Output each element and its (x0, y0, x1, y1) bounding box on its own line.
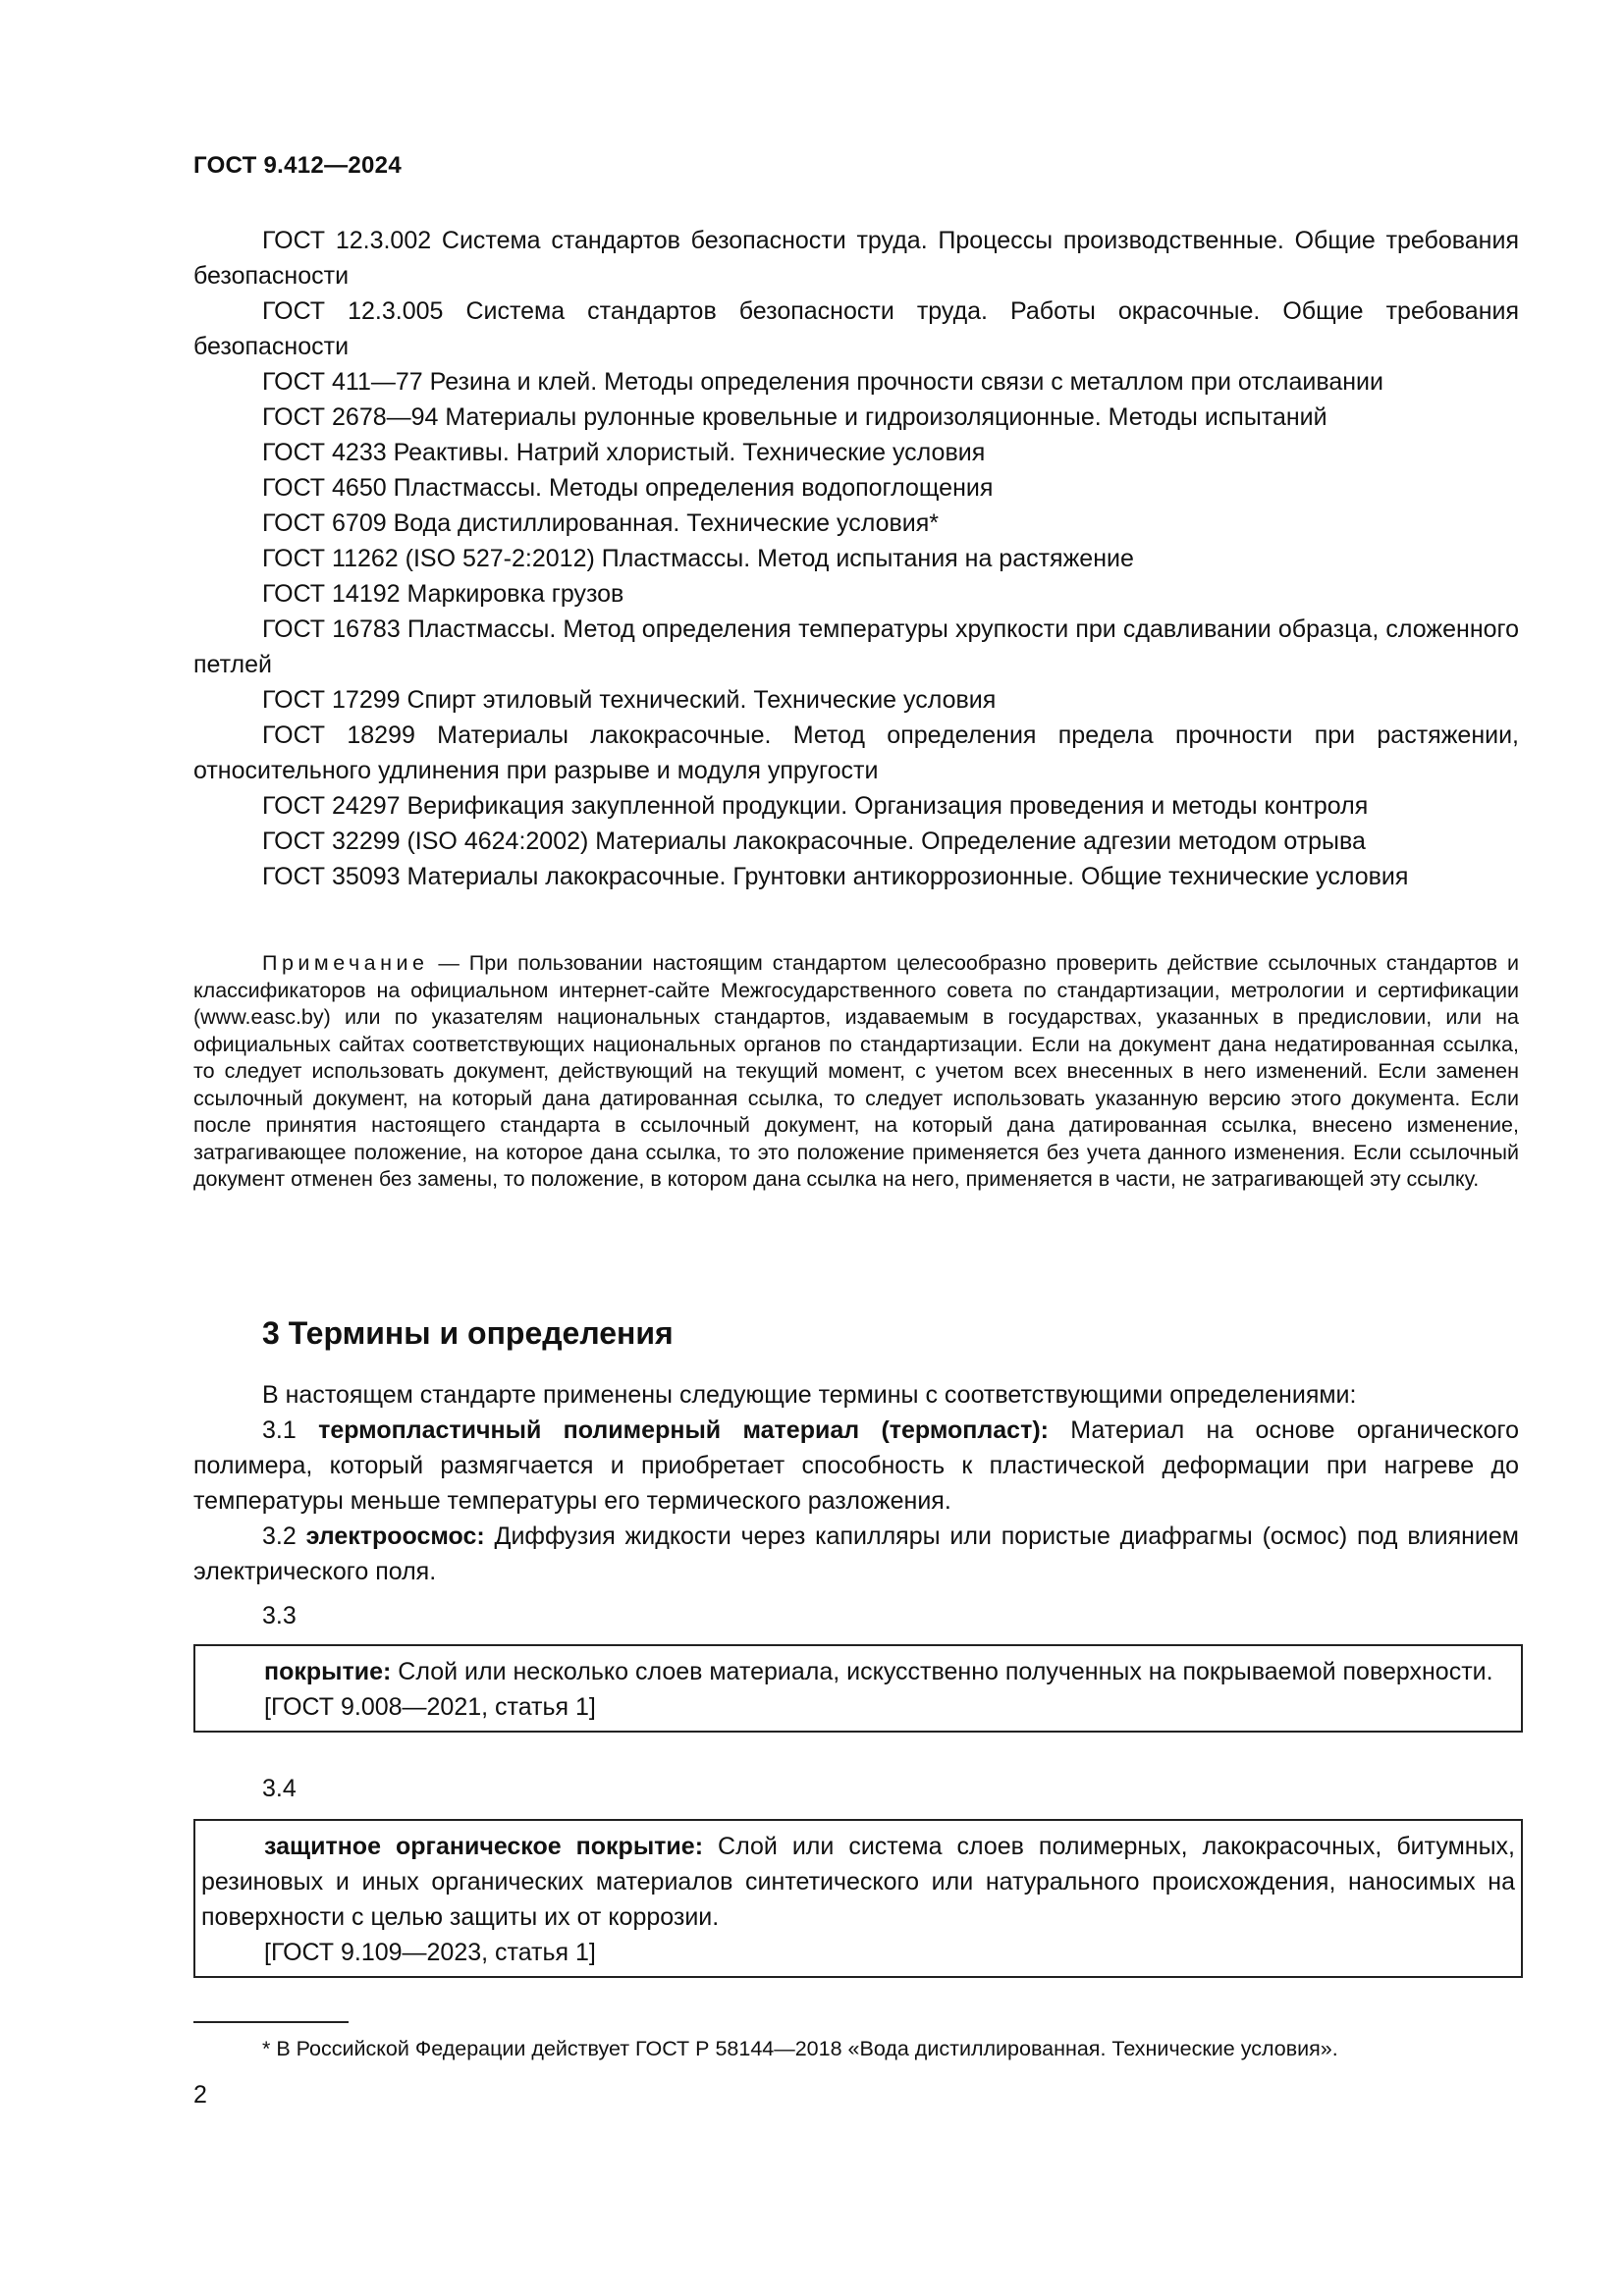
term-3-4 (201, 1829, 1515, 1935)
term-definition: Слой или система слоев полимерных, лакокрасочных, битумных, резиновых и иных органических материалов синтетического или натурального происхождения, наносимых на поверхности с целью защиты их от коррозии. (201, 1833, 1515, 1931)
reference-item: ГОСТ 11262 (ISO 527-2:2012) Пластмассы. Метод испытания на растяжение (262, 545, 1134, 572)
term-3-2 (193, 1519, 1519, 1589)
term-box-3-3 (193, 1644, 1523, 1733)
reference-item: ГОСТ 14192 Маркировка грузов (262, 580, 624, 608)
term-box-3-4 (193, 1819, 1523, 1978)
term-number-3-3: 3.3 (262, 1602, 297, 1629)
reference-item: ГОСТ 18299 Материалы лакокрасочные. Метод определения предела прочности при растяжении, относительного удлинения при разрыве и модуля упругости (193, 721, 1519, 784)
reference-item: ГОСТ 2678—94 Материалы рулонные кровельные и гидроизоляционные. Методы испытаний (262, 403, 1327, 431)
reference-item: ГОСТ 24297 Верификация закупленной продукции. Организация проведения и методы контроля (262, 792, 1369, 820)
term-source: [ГОСТ 9.008—2021, статья 1] (264, 1693, 596, 1721)
term-number-3-4: 3.4 (262, 1775, 297, 1802)
term-source: [ГОСТ 9.109—2023, статья 1] (264, 1939, 596, 1966)
reference-item: ГОСТ 35093 Материалы лакокрасочные. Грунтовки антикоррозионные. Общие технические условия (262, 863, 1409, 890)
footnote: * В Российской Федерации действует ГОСТ Р 58144—2018 «Вода дистиллированная. Технические условия». (262, 2037, 1338, 2060)
reference-item: ГОСТ 6709 Вода дистиллированная. Технические условия* (262, 509, 939, 537)
reference-item: ГОСТ 12.3.002 Система стандартов безопасности труда. Процессы производственные. Общие требования безопасности (193, 227, 1519, 290)
term-name: покрытие: (264, 1658, 392, 1685)
term-definition: Слой или несколько слоев материала, искусственно полученных на покрываемой поверхности. (391, 1658, 1493, 1685)
reference-item: ГОСТ 411—77 Резина и клей. Методы определения прочности связи с металлом при отслаивании (262, 368, 1383, 396)
note-label: Примечание (262, 951, 429, 975)
section-title: 3 Термины и определения (262, 1315, 674, 1351)
footnote-separator (193, 2021, 349, 2023)
normative-references-list (193, 223, 1519, 894)
term-name: электроосмос: (305, 1522, 485, 1550)
term-3-3 (201, 1654, 1515, 1689)
reference-item: ГОСТ 12.3.005 Система стандартов безопасности труда. Работы окрасочные. Общие требования безопасности (193, 297, 1519, 360)
note-text: — При пользовании настоящим стандартом целесообразно проверить действие ссылочных стандартов и классификаторов на официальном интернет-сайте Межгосударственного совета по стандартизации, метрологии и сертификации (www.easc.by) или по указателям национальных стандартов, издаваемым в государствах, указанных в предисловии, или на официальных сайтах соответствующих национальных органов по стандартизации. Если на документ дана недатированная ссылка, то следует использовать документ, действующий на текущий момент, с учетом всех внесенных в него изменений. Если заменен ссылочный документ, на который дана датированная ссылка, то следует использовать указанную версию этого документа. Если после принятия настоящего стандарта в ссылочный документ, на который дана датированная ссылка, внесено изменение, затрагивающее положение, на которое дана ссылка, то это положение применяется без учета данного изменения. Если ссылочный документ отменен без замены, то положение, в котором дана ссылка на него, применяется в части, не затрагивающей эту ссылку. (193, 951, 1519, 1191)
reference-item: ГОСТ 4650 Пластмассы. Методы определения водопоглощения (262, 474, 994, 502)
term-name: термопластичный полимерный материал (термопласт): (318, 1416, 1049, 1444)
note-paragraph (193, 950, 1519, 1194)
terms-intro: В настоящем стандарте применены следующие термины с соответствующими определениями: (262, 1381, 1357, 1409)
term-number: 3.2 (262, 1522, 297, 1550)
term-number: 3.1 (262, 1416, 297, 1444)
reference-item: ГОСТ 4233 Реактивы. Натрий хлористый. Технические условия (262, 439, 986, 466)
document-header: ГОСТ 9.412—2024 (193, 152, 402, 179)
term-definition: Материал на основе органического полимера, который размягчается и приобретает способность к пластической деформации при нагреве до температуры меньше температуры его термического разложения. (193, 1416, 1519, 1515)
page-number: 2 (193, 2081, 207, 2109)
reference-item: ГОСТ 17299 Спирт этиловый технический. Технические условия (262, 686, 997, 714)
term-3-1 (193, 1413, 1519, 1519)
reference-item: ГОСТ 32299 (ISO 4624:2002) Материалы лакокрасочные. Определение адгезии методом отрыва (262, 828, 1366, 855)
terms-block (193, 1377, 1519, 1589)
term-name: защитное органическое покрытие: (264, 1833, 704, 1860)
term-definition: Диффузия жидкости через капилляры или пористые диафрагмы (осмос) под влиянием электрического поля. (193, 1522, 1519, 1585)
reference-item: ГОСТ 16783 Пластмассы. Метод определения температуры хрупкости при сдавливании образца, сложенного петлей (193, 615, 1519, 678)
